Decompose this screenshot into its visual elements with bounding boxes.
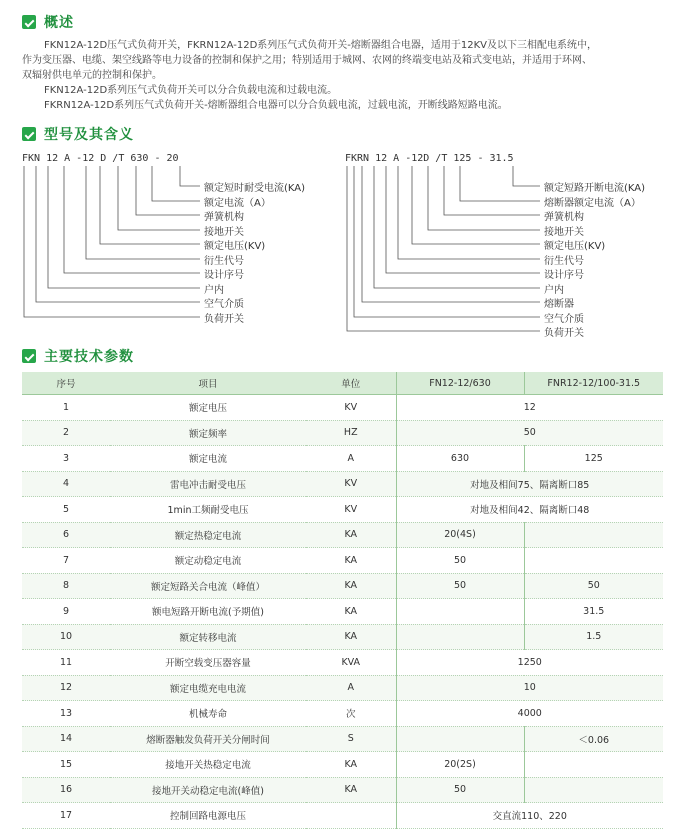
header-fnr12: FNR12-12/100-31.5	[524, 372, 663, 395]
cell-unit: 次	[306, 701, 396, 727]
cell-item: 机械寿命	[110, 701, 306, 727]
table-header-row	[22, 372, 663, 395]
model-label: 负荷开关	[204, 313, 244, 325]
model-label: 户内	[204, 284, 224, 296]
cell-item: 接地开关动稳定电流(峰值)	[110, 777, 306, 803]
intro-line: FKRN12A-12D系列压气式负荷开关-熔断器组合电器可以分合负载电流，过载电流，开断线路短路电流。	[44, 100, 508, 111]
cell-merged: 1250	[396, 650, 663, 676]
cell-item: 额定短路关合电流（峰值）	[110, 573, 306, 599]
section-params-header	[22, 346, 134, 366]
table-row	[22, 395, 663, 421]
cell-unit: KV	[306, 471, 396, 497]
cell-unit: KA	[306, 777, 396, 803]
table-row	[22, 650, 663, 676]
cell-unit: S	[306, 726, 396, 752]
section-overview-header	[22, 12, 74, 32]
cell-no: 13	[22, 701, 110, 727]
intro-line: 双辐射供电单元的控制和保护。	[22, 70, 162, 81]
model-label: 接地开关	[544, 226, 584, 238]
cell-no: 8	[22, 573, 110, 599]
cell-fnr12: 50	[524, 573, 663, 599]
cell-unit: HZ	[306, 420, 396, 446]
cell-no: 14	[22, 726, 110, 752]
cell-merged: 10	[396, 675, 663, 701]
cell-item: 开断空载变压器容量	[110, 650, 306, 676]
cell-no: 2	[22, 420, 110, 446]
table-row	[22, 471, 663, 497]
checkmark-icon	[22, 349, 36, 363]
model-label: 空气介质	[204, 299, 244, 310]
intro-line: FKN12A-12D压气式负荷开关，FKRN12A-12D系列压气式负荷开关-熔断器组合电器，适用于12KV及以下三相配电系统中，	[44, 40, 598, 51]
cell-item: 额定电缆充电电流	[110, 675, 306, 701]
table-row	[22, 675, 663, 701]
cell-item: 额电短路开断电流(予期值)	[110, 599, 306, 625]
cell-merged: 对地及相间75、隔离断口85	[396, 471, 663, 497]
cell-item: 控制回路电源电压	[110, 803, 306, 829]
cell-item: 雷电冲击耐受电压	[110, 471, 306, 497]
cell-item: 熔断器触发负荷开关分闸时间	[110, 726, 306, 752]
model-label: 熔断器	[544, 299, 574, 310]
cell-item: 额定热稳定电流	[110, 522, 306, 548]
table-row	[22, 548, 663, 574]
header-item: 项目	[110, 372, 306, 395]
model-code-right: FKRN 12 A -12D /T 125 - 31.5	[345, 153, 514, 164]
cell-fn12: 630	[396, 446, 524, 472]
table-row	[22, 599, 663, 625]
cell-fn12	[396, 599, 524, 625]
model-label: 空气介质	[544, 313, 584, 325]
model-label: 衍生代号	[544, 255, 584, 267]
section-title: 型号及其含义	[44, 127, 134, 143]
table-row	[22, 777, 663, 803]
cell-fn12	[396, 726, 524, 752]
cell-fnr12: ＜0.06	[524, 726, 663, 752]
cell-merged: 50	[396, 420, 663, 446]
model-label: 衍生代号	[204, 255, 244, 267]
model-label: 接地开关	[204, 226, 244, 238]
cell-unit: KA	[306, 599, 396, 625]
cell-merged: 交直流110、220	[396, 803, 663, 829]
cell-merged: 12	[396, 395, 663, 421]
cell-fnr12	[524, 752, 663, 778]
cell-fn12	[396, 624, 524, 650]
intro-line: FKN12A-12D系列压气式负荷开关可以分合负载电流和过载电流。	[44, 85, 338, 96]
table-row	[22, 497, 663, 523]
cell-unit: KV	[306, 395, 396, 421]
model-label: 设计序号	[204, 270, 244, 281]
cell-no: 5	[22, 497, 110, 523]
intro-text	[22, 38, 662, 113]
cell-unit: KA	[306, 752, 396, 778]
cell-no: 7	[22, 548, 110, 574]
cell-item: 额定电流	[110, 446, 306, 472]
table-row	[22, 522, 663, 548]
cell-no: 11	[22, 650, 110, 676]
cell-fnr12: 125	[524, 446, 663, 472]
header-unit: 单位	[306, 372, 396, 395]
cell-fn12: 50	[396, 573, 524, 599]
cell-fnr12: 31.5	[524, 599, 663, 625]
table-row	[22, 726, 663, 752]
cell-fnr12: 1.5	[524, 624, 663, 650]
cell-fn12: 50	[396, 777, 524, 803]
intro-line: 作为变压器、电缆、架空线路等电力设备的控制和保护之用；特别适用于城网、农网的终端变电站及箱式变电站，并适用于环网、	[22, 55, 592, 66]
cell-no: 9	[22, 599, 110, 625]
table-row	[22, 701, 663, 727]
header-fn12: FN12-12/630	[396, 372, 524, 395]
section-title: 概述	[44, 15, 74, 31]
model-label: 弹簧机构	[204, 212, 244, 223]
cell-merged: 4000	[396, 701, 663, 727]
table-row	[22, 803, 663, 829]
cell-unit: A	[306, 675, 396, 701]
cell-no: 1	[22, 395, 110, 421]
parameters-table	[22, 372, 663, 829]
header-no: 序号	[22, 372, 110, 395]
table-row	[22, 446, 663, 472]
cell-item: 1min工频耐受电压	[110, 497, 306, 523]
model-label: 额定电流（A）	[204, 197, 271, 209]
cell-fnr12	[524, 522, 663, 548]
cell-unit: A	[306, 446, 396, 472]
cell-fnr12	[524, 777, 663, 803]
model-label: 额定电压(KV)	[204, 241, 266, 252]
cell-no: 4	[22, 471, 110, 497]
checkmark-icon	[22, 127, 36, 141]
cell-no: 17	[22, 803, 110, 829]
cell-item: 接地开关热稳定电流	[110, 752, 306, 778]
cell-item: 额定频率	[110, 420, 306, 446]
cell-no: 16	[22, 777, 110, 803]
model-label: 额定短时耐受电流(KA)	[204, 183, 306, 194]
cell-unit: KVA	[306, 650, 396, 676]
cell-unit: KA	[306, 522, 396, 548]
section-title: 主要技术参数	[44, 349, 134, 365]
model-code-left: FKN 12 A -12 D /T 630 - 20	[22, 153, 179, 164]
checkmark-icon	[22, 15, 36, 29]
model-label: 负荷开关	[544, 328, 584, 339]
model-label: 弹簧机构	[544, 212, 584, 223]
cell-fn12: 20(4S)	[396, 522, 524, 548]
model-label: 熔断器额定电流（A）	[544, 197, 641, 209]
model-label: 额定短路开断电流(KA)	[544, 183, 646, 194]
model-label: 户内	[544, 284, 564, 296]
cell-fn12: 20(2S)	[396, 752, 524, 778]
table-row	[22, 573, 663, 599]
table-row	[22, 420, 663, 446]
cell-no: 12	[22, 675, 110, 701]
model-label: 设计序号	[544, 270, 584, 281]
cell-item: 额定转移电流	[110, 624, 306, 650]
table-row	[22, 752, 663, 778]
model-label: 额定电压(KV)	[544, 241, 606, 252]
table-row	[22, 624, 663, 650]
cell-no: 6	[22, 522, 110, 548]
cell-unit: KV	[306, 497, 396, 523]
cell-unit: KA	[306, 548, 396, 574]
cell-no: 10	[22, 624, 110, 650]
cell-item: 额定动稳定电流	[110, 548, 306, 574]
cell-unit	[306, 803, 396, 829]
cell-no: 3	[22, 446, 110, 472]
cell-unit: KA	[306, 573, 396, 599]
cell-merged: 对地及相间42、隔离断口48	[396, 497, 663, 523]
section-model-header	[22, 124, 134, 144]
cell-fn12: 50	[396, 548, 524, 574]
cell-item: 额定电压	[110, 395, 306, 421]
cell-unit: KA	[306, 624, 396, 650]
cell-fnr12	[524, 548, 663, 574]
cell-no: 15	[22, 752, 110, 778]
